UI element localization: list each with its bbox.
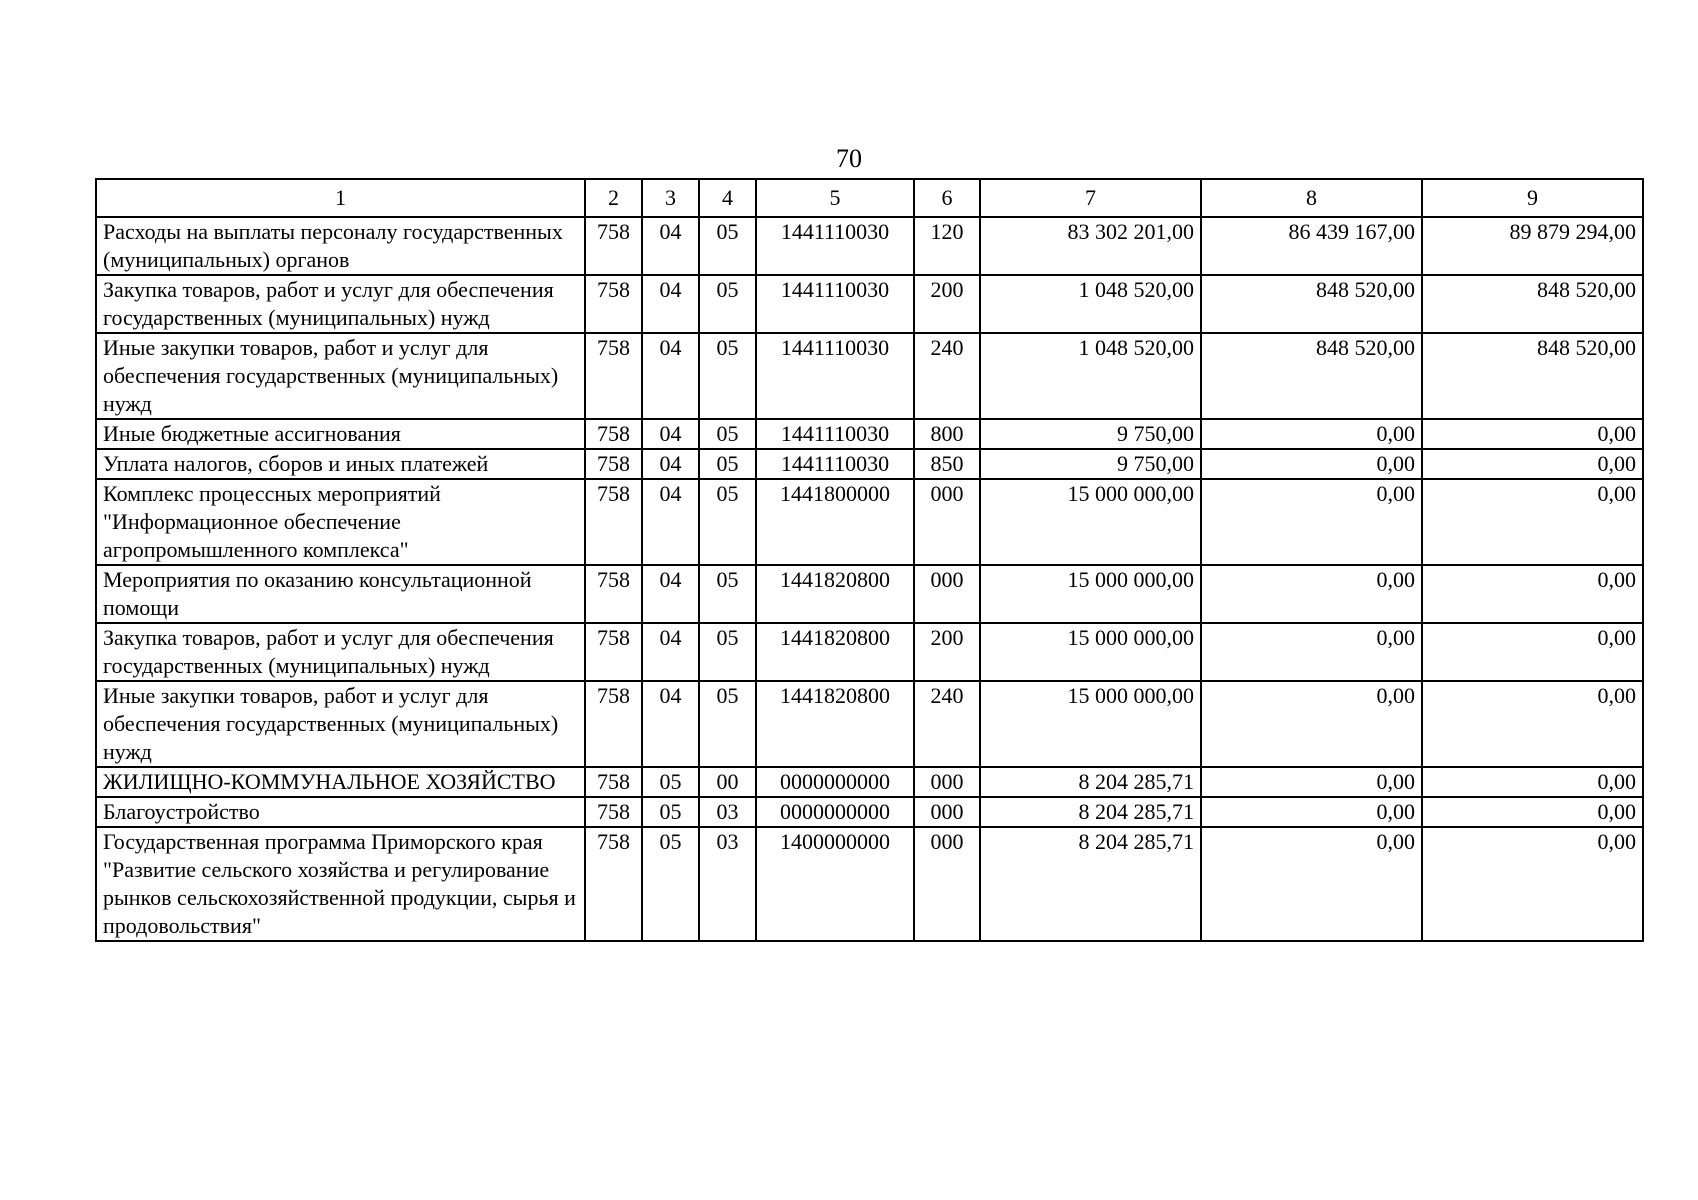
code-cell: 758 — [585, 681, 642, 767]
code-cell: 05 — [699, 681, 756, 767]
code-cell: 04 — [642, 565, 699, 623]
header-cell: 3 — [642, 179, 699, 217]
code-cell: 04 — [642, 419, 699, 449]
code-cell: 1441110030 — [756, 333, 914, 419]
row-name-cell: Иные бюджетные ассигнования — [96, 419, 585, 449]
row-name-cell: Уплата налогов, сборов и иных платежей — [96, 449, 585, 479]
table-row — [96, 681, 1643, 767]
header-cell: 4 — [699, 179, 756, 217]
amount-cell: 0,00 — [1422, 449, 1643, 479]
amount-cell: 848 520,00 — [1422, 333, 1643, 419]
code-cell: 04 — [642, 217, 699, 275]
header-cell: 8 — [1201, 179, 1422, 217]
amount-cell: 0,00 — [1201, 449, 1422, 479]
code-cell: 05 — [699, 217, 756, 275]
code-cell: 200 — [914, 623, 980, 681]
code-cell: 758 — [585, 333, 642, 419]
code-cell: 05 — [699, 449, 756, 479]
table-row — [96, 449, 1643, 479]
table-row — [96, 333, 1643, 419]
amount-cell: 0,00 — [1201, 797, 1422, 827]
amount-cell: 0,00 — [1422, 623, 1643, 681]
code-cell: 1441110030 — [756, 217, 914, 275]
amount-cell: 83 302 201,00 — [980, 217, 1201, 275]
code-cell: 000 — [914, 565, 980, 623]
row-name-cell: Расходы на выплаты персоналу государственных (муниципальных) органов — [96, 217, 585, 275]
code-cell: 758 — [585, 827, 642, 941]
code-cell: 0000000000 — [756, 767, 914, 797]
table-row — [96, 565, 1643, 623]
row-name-cell: Государственная программа Приморского края "Развитие сельского хозяйства и регулирование рынков сельскохозяйственной продукции, сырья и продовольствия" — [96, 827, 585, 941]
header-cell: 9 — [1422, 179, 1643, 217]
amount-cell: 0,00 — [1422, 681, 1643, 767]
code-cell: 04 — [642, 681, 699, 767]
amount-cell: 0,00 — [1422, 565, 1643, 623]
amount-cell: 8 204 285,71 — [980, 767, 1201, 797]
code-cell: 00 — [699, 767, 756, 797]
amount-cell: 0,00 — [1422, 767, 1643, 797]
code-cell: 1441110030 — [756, 449, 914, 479]
table-row — [96, 797, 1643, 827]
amount-cell: 9 750,00 — [980, 419, 1201, 449]
amount-cell: 0,00 — [1201, 479, 1422, 565]
header-cell: 6 — [914, 179, 980, 217]
amount-cell: 89 879 294,00 — [1422, 217, 1643, 275]
amount-cell: 0,00 — [1201, 827, 1422, 941]
code-cell: 758 — [585, 797, 642, 827]
amount-cell: 0,00 — [1201, 767, 1422, 797]
code-cell: 03 — [699, 827, 756, 941]
code-cell: 1441110030 — [756, 419, 914, 449]
code-cell: 05 — [699, 419, 756, 449]
table-row — [96, 767, 1643, 797]
code-cell: 05 — [699, 333, 756, 419]
code-cell: 000 — [914, 767, 980, 797]
row-name-cell: Иные закупки товаров, работ и услуг для обеспечения государственных (муниципальных) нужд — [96, 333, 585, 419]
code-cell: 120 — [914, 217, 980, 275]
header-cell: 7 — [980, 179, 1201, 217]
row-name-cell: Мероприятия по оказанию консультационной помощи — [96, 565, 585, 623]
code-cell: 758 — [585, 449, 642, 479]
code-cell: 0000000000 — [756, 797, 914, 827]
table-row — [96, 479, 1643, 565]
amount-cell: 15 000 000,00 — [980, 479, 1201, 565]
code-cell: 04 — [642, 623, 699, 681]
amount-cell: 15 000 000,00 — [980, 623, 1201, 681]
amount-cell: 0,00 — [1201, 681, 1422, 767]
code-cell: 000 — [914, 797, 980, 827]
row-name-cell: Закупка товаров, работ и услуг для обеспечения государственных (муниципальных) нужд — [96, 275, 585, 333]
header-cell: 5 — [756, 179, 914, 217]
code-cell: 800 — [914, 419, 980, 449]
code-cell: 758 — [585, 623, 642, 681]
amount-cell: 8 204 285,71 — [980, 797, 1201, 827]
row-name-cell: Закупка товаров, работ и услуг для обеспечения государственных (муниципальных) нужд — [96, 623, 585, 681]
amount-cell: 15 000 000,00 — [980, 681, 1201, 767]
code-cell: 05 — [699, 623, 756, 681]
code-cell: 05 — [642, 767, 699, 797]
row-name-cell: Благоустройство — [96, 797, 585, 827]
budget-table — [95, 178, 1644, 942]
header-cell: 2 — [585, 179, 642, 217]
amount-cell: 0,00 — [1422, 479, 1643, 565]
code-cell: 758 — [585, 479, 642, 565]
header-cell: 1 — [96, 179, 585, 217]
page-number: 70 — [836, 144, 862, 173]
code-cell: 000 — [914, 479, 980, 565]
amount-cell: 0,00 — [1201, 419, 1422, 449]
code-cell: 03 — [699, 797, 756, 827]
row-name-cell: ЖИЛИЩНО-КОММУНАЛЬНОЕ ХОЗЯЙСТВО — [96, 767, 585, 797]
code-cell: 05 — [642, 797, 699, 827]
table-row — [96, 827, 1643, 941]
code-cell: 1441110030 — [756, 275, 914, 333]
code-cell: 04 — [642, 333, 699, 419]
amount-cell: 0,00 — [1422, 827, 1643, 941]
code-cell: 1441820800 — [756, 623, 914, 681]
table-row — [96, 419, 1643, 449]
code-cell: 758 — [585, 419, 642, 449]
amount-cell: 848 520,00 — [1422, 275, 1643, 333]
code-cell: 240 — [914, 681, 980, 767]
amount-cell: 86 439 167,00 — [1201, 217, 1422, 275]
amount-cell: 0,00 — [1422, 419, 1643, 449]
code-cell: 758 — [585, 767, 642, 797]
amount-cell: 848 520,00 — [1201, 275, 1422, 333]
row-name-cell: Иные закупки товаров, работ и услуг для обеспечения государственных (муниципальных) нужд — [96, 681, 585, 767]
amount-cell: 15 000 000,00 — [980, 565, 1201, 623]
code-cell: 04 — [642, 449, 699, 479]
amount-cell: 8 204 285,71 — [980, 827, 1201, 941]
code-cell: 758 — [585, 565, 642, 623]
amount-cell: 848 520,00 — [1201, 333, 1422, 419]
amount-cell: 0,00 — [1422, 797, 1643, 827]
code-cell: 04 — [642, 275, 699, 333]
code-cell: 05 — [699, 479, 756, 565]
amount-cell: 0,00 — [1201, 623, 1422, 681]
amount-cell: 1 048 520,00 — [980, 275, 1201, 333]
amount-cell: 0,00 — [1201, 565, 1422, 623]
table-row — [96, 217, 1643, 275]
amount-cell: 9 750,00 — [980, 449, 1201, 479]
row-name-cell: Комплекс процессных мероприятий "Информационное обеспечение агропромышленного комплекса" — [96, 479, 585, 565]
code-cell: 758 — [585, 217, 642, 275]
code-cell: 850 — [914, 449, 980, 479]
code-cell: 1400000000 — [756, 827, 914, 941]
header-row — [96, 179, 1643, 217]
code-cell: 05 — [642, 827, 699, 941]
code-cell: 1441820800 — [756, 565, 914, 623]
amount-cell: 1 048 520,00 — [980, 333, 1201, 419]
table-row — [96, 275, 1643, 333]
table-body — [96, 217, 1643, 941]
code-cell: 240 — [914, 333, 980, 419]
table-row — [96, 623, 1643, 681]
code-cell: 04 — [642, 479, 699, 565]
code-cell: 000 — [914, 827, 980, 941]
code-cell: 1441820800 — [756, 681, 914, 767]
code-cell: 1441800000 — [756, 479, 914, 565]
code-cell: 05 — [699, 275, 756, 333]
code-cell: 05 — [699, 565, 756, 623]
code-cell: 200 — [914, 275, 980, 333]
code-cell: 758 — [585, 275, 642, 333]
